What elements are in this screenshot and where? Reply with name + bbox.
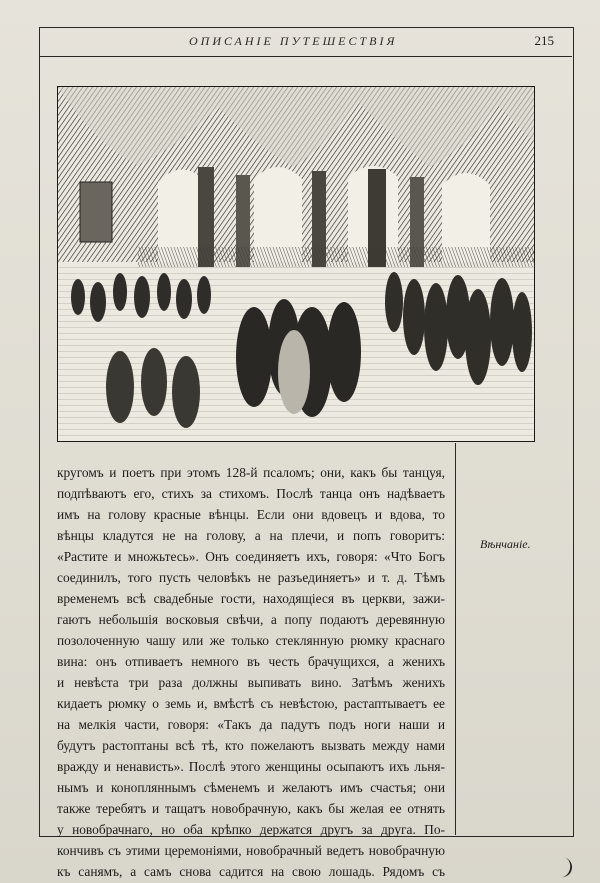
text-line: вина: онъ отпиваетъ немного въ честь брачущихся, а женихъ <box>57 654 445 669</box>
text-line: вражду и ненависть». Послѣ этого женщины осыпаютъ ихъ льня- <box>57 759 445 774</box>
text-line: на мелкія части, говоря: «Такъ да падутъ подъ ноги наши и <box>57 717 445 732</box>
text-line: имъ на голову красные вѣнцы. Если они вдовецъ и вдова, то <box>57 507 445 522</box>
text-line: и невѣста три раза должны выпивать вино. Затѣмъ женихъ <box>57 675 445 690</box>
page-header <box>39 27 572 57</box>
engraving-icon <box>58 87 534 441</box>
text-line: вѣнцы кладутся не на голову, а на плечи, и попъ говоритъ: <box>57 528 445 543</box>
text-line: позолоченную чашу или же только стеклянную рюмку краснаго <box>57 633 445 648</box>
text-line: нымъ и конопляннымъ сѣменемъ и желаютъ имъ счастья; они <box>57 780 445 795</box>
text-line: кидаетъ рюмку о земь и, вмѣстѣ съ невѣстою, растаптываетъ ее <box>57 696 445 711</box>
running-title: ОПИСАНІЕ ПУТЕШЕСТВІЯ <box>189 34 398 48</box>
body-text <box>57 462 445 882</box>
page-number: 215 <box>534 33 554 48</box>
pencil-mark-icon <box>558 857 574 879</box>
text-line: временемъ всѣ свадебные гости, находящіеся въ церкви, зажи- <box>57 591 445 606</box>
text-line: подпѣваютъ его, стихъ за стихомъ. Послѣ танца онъ надѣваетъ <box>57 486 445 501</box>
text-line: будутъ растоптаны всѣ тѣ, кто пожелаютъ вызвать между нами <box>57 738 445 753</box>
text-line: соединилъ, того пусть человѣкъ не разъединяетъ» и т. д. Тѣмъ <box>57 570 445 585</box>
text-line: у новобрачнаго, но оба крѣпко держатся другъ за друга. По- <box>57 822 445 837</box>
text-line: «Растите и множьтесь». Онъ соединяетъ ихъ, говоря: «Что Богъ <box>57 549 445 564</box>
text-line: гаютъ небольшія восковыя свѣчи, а попу подаютъ деревянную <box>57 612 445 627</box>
engraving-illustration <box>57 86 535 442</box>
margin-note: Вѣнчаніе. <box>480 537 531 551</box>
text-line: кончивъ съ этими церемоніями, новобрачный ведетъ новобрачную <box>57 843 445 858</box>
column-divider <box>455 443 456 835</box>
text-line: кругомъ и поетъ при этомъ 128-й псаломъ; они, какъ бы танцуя, <box>57 465 445 480</box>
text-line: къ санямъ, а самъ снова садится на свою лошадь. Рядомъ съ <box>57 864 445 879</box>
text-line: также теребятъ и тащатъ новобрачную, какъ бы желая ее отнять <box>57 801 445 816</box>
